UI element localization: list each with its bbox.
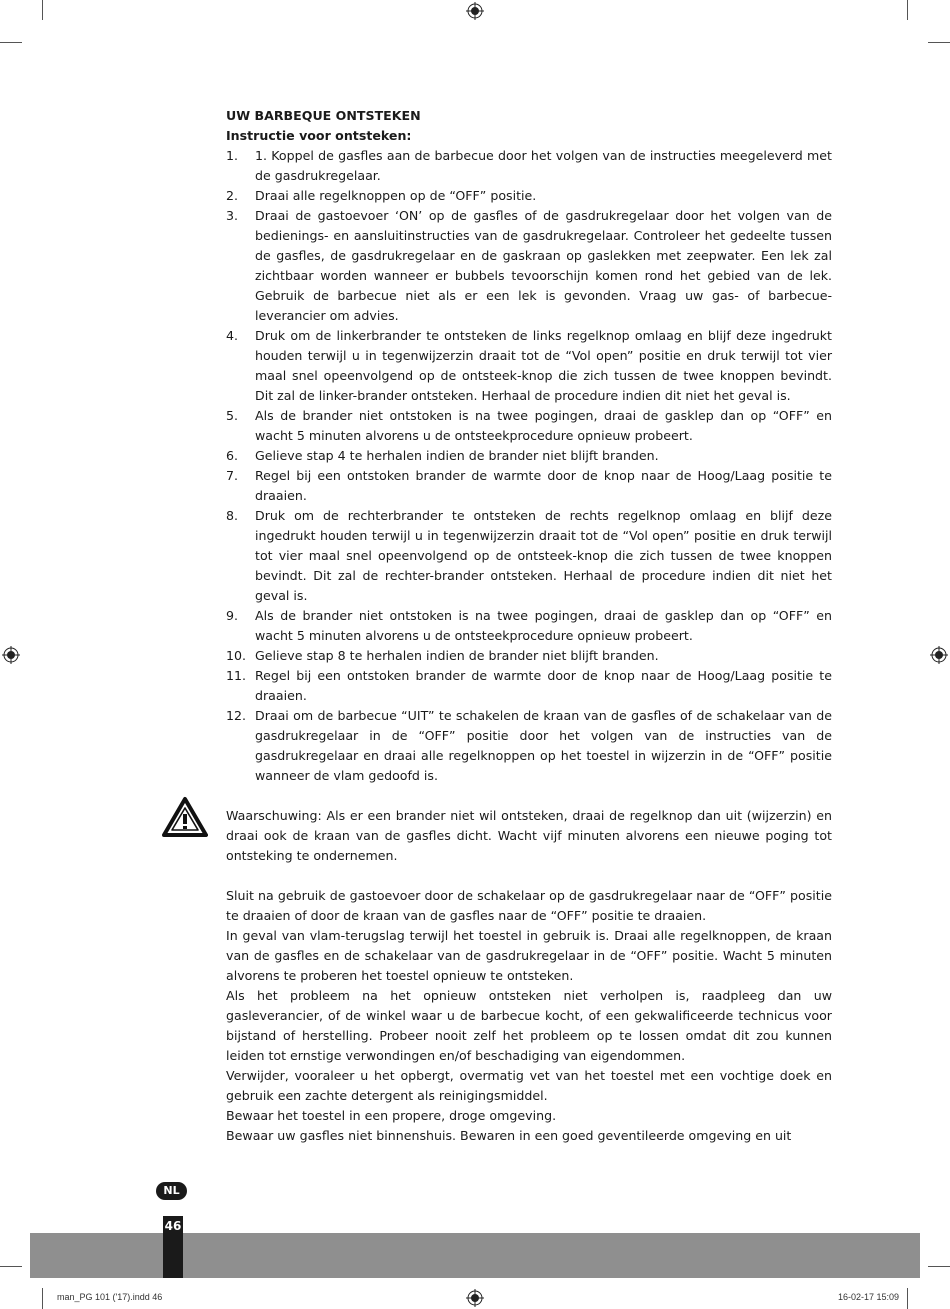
crop-mark <box>0 1266 22 1267</box>
list-item <box>226 706 832 786</box>
steps-list <box>226 146 832 786</box>
list-item <box>226 146 832 186</box>
print-slug-file: man_PG 101 ('17).indd 46 <box>57 1292 163 1302</box>
crop-mark <box>928 42 950 43</box>
step-number: 9. <box>226 608 239 623</box>
step-number: 5. <box>226 408 239 423</box>
crop-mark <box>42 1288 43 1309</box>
registration-mark-icon <box>466 2 484 20</box>
step-number: 4. <box>226 328 239 343</box>
list-item <box>226 646 832 666</box>
list-item <box>226 186 832 206</box>
list-item <box>226 666 832 706</box>
paragraph: In geval van vlam-terugslag terwijl het toestel in gebruik is. Draai alle regelknoppen, de kraan van de gasfles en de schakelaar van de gasdrukregelaar in de “OFF” positie. Wacht 5 minuten alvorens te proberen het toestel opnieuw te ontsteken. <box>226 928 832 983</box>
list-item <box>226 406 832 446</box>
list-item <box>226 326 832 406</box>
step-number: 12. <box>226 708 247 723</box>
language-badge: NL <box>156 1182 187 1200</box>
step-number: 7. <box>226 468 239 483</box>
paragraph: Als het probleem na het opnieuw ontsteken niet verholpen is, raadpleeg dan uw gasleverancier, of de winkel waar u de barbecue kocht, of een gekwalificeerde technicus voor bijstand of herstelling. Probeer nooit zelf het probleem op te lossen omdat dit zou kunnen leiden tot ernstige verwondingen en/of beschadiging van eigendommen. <box>226 988 832 1063</box>
step-text: Draai alle regelknoppen op de “OFF” positie. <box>255 188 537 203</box>
list-item <box>226 446 832 466</box>
warning-block <box>226 806 832 866</box>
step-text: Druk om de linkerbrander te ontsteken de links regelknop omlaag en blijf deze ingedrukt houden terwijl u in tegenwijzerzin draait tot de “Vol open” positie en druk terwijl tot vier maal snel opeenvolgend op de ontsteek-knop die zich tussen de twee knoppen bevindt. Dit zal de linker-brander ontsteken. Herhaal de procedure indien dit niet het geval is. <box>255 328 832 403</box>
warning-triangle-icon <box>162 796 208 838</box>
page-number: 46 <box>164 1219 182 1233</box>
step-number: 10. <box>226 648 247 663</box>
registration-mark-icon <box>930 646 948 664</box>
list-item <box>226 606 832 646</box>
registration-mark-icon <box>2 646 20 664</box>
step-text: 1. Koppel de gasfles aan de barbecue door het volgen van de instructies meegeleverd met de gasdrukregelaar. <box>255 148 832 183</box>
step-number: 3. <box>226 208 239 223</box>
step-text: Draai de gastoevoer ‘ON’ op de gasfles of de gasdrukregelaar door het volgen van de bedienings- en aansluitinstructies van de gasdrukregelaar. Controleer het gedeelte tussen de gasfles, de gasdrukregelaar en de gaskraan op gaslekken met zeepwater. Een lek zal zichtbaar worden wanneer er bubbels tevoorschijn komen rond het gebied van de lek. Gebruik de barbecue niet als er een lek is gevonden. Vraag uw gas- of barbecue-leverancier om advies. <box>255 208 832 323</box>
document-body <box>226 106 832 1146</box>
section-title: UW BARBEQUE ONTSTEKEN <box>226 108 421 123</box>
paragraph: Verwijder, vooraleer u het opbergt, overmatig vet van het toestel met een vochtige doek en gebruik een zachte detergent als reinigingsmiddel. <box>226 1068 832 1103</box>
step-number: 8. <box>226 508 239 523</box>
step-text: Gelieve stap 4 te herhalen indien de brander niet blijft branden. <box>255 448 659 463</box>
step-text: Regel bij een ontstoken brander de warmte door de knop naar de Hoog/Laag positie te draaien. <box>255 468 832 503</box>
crop-mark <box>907 1288 908 1309</box>
paragraph: Bewaar uw gasfles niet binnenshuis. Bewaren in een goed geventileerde omgeving en uit <box>226 1128 792 1143</box>
step-text: Als de brander niet ontstoken is na twee pogingen, draai de gasklep dan op “OFF” en wacht 5 minuten alvorens u de ontsteekprocedure opnieuw probeert. <box>255 408 832 443</box>
print-slug-date: 16-02-17 15:09 <box>838 1292 900 1302</box>
step-number: 2. <box>226 188 239 203</box>
step-number: 6. <box>226 448 239 463</box>
step-number: 1. <box>226 148 239 163</box>
step-text: Draai om de barbecue “UIT” te schakelen de kraan van de gasfles of de schakelaar van de gasdrukregelaar in de “OFF” positie door het volgen van de instructies van de gasdrukregelaar en draai alle regelknoppen op het toestel in wijzerzin in de “OFF” positie wanneer de vlam gedoofd is. <box>255 708 832 783</box>
step-text: Regel bij een ontstoken brander de warmte door de knop naar de Hoog/Laag positie te draaien. <box>255 668 832 703</box>
list-item <box>226 466 832 506</box>
step-number: 11. <box>226 668 247 683</box>
crop-mark <box>907 0 908 20</box>
crop-mark <box>42 0 43 20</box>
crop-mark <box>928 1266 950 1267</box>
step-text: Gelieve stap 8 te herhalen indien de brander niet blijft branden. <box>255 648 659 663</box>
instructions-heading: Instructie voor ontsteken: <box>226 128 412 143</box>
paragraph: Sluit na gebruik de gastoevoer door de schakelaar op de gasdrukregelaar naar de “OFF” positie te draaien of door de kraan van de gasfles naar de “OFF” positie te draaien. <box>226 888 832 923</box>
step-text: Druk om de rechterbrander te ontsteken de rechts regelknop omlaag en blijf deze ingedrukt houden terwijl u in tegenwijzerzin draait tot de “Vol open” positie en druk terwijl tot vier maal snel opeenvolgend op de ontsteek-knop die zich tussen de twee knoppen bevindt. Dit zal de rechter-brander ontsteken. Herhaal de procedure indien dit niet het geval is. <box>255 508 832 603</box>
paragraph: Bewaar het toestel in een propere, droge omgeving. <box>226 1108 557 1123</box>
list-item <box>226 206 832 326</box>
step-text: Als de brander niet ontstoken is na twee pogingen, draai de gasklep dan op “OFF” en wacht 5 minuten alvorens u de ontsteekprocedure opnieuw probeert. <box>255 608 832 643</box>
list-item <box>226 506 832 606</box>
crop-mark <box>0 42 22 43</box>
registration-mark-icon <box>466 1289 484 1307</box>
warning-text: Waarschuwing: Als er een brander niet wil ontsteken, draai de regelknop dan uit (wijzerzin) en draai ook de kraan van de gasfles dicht. Wacht vijf minuten alvorens een nieuwe poging tot ontsteking te ondernemen. <box>226 808 832 863</box>
